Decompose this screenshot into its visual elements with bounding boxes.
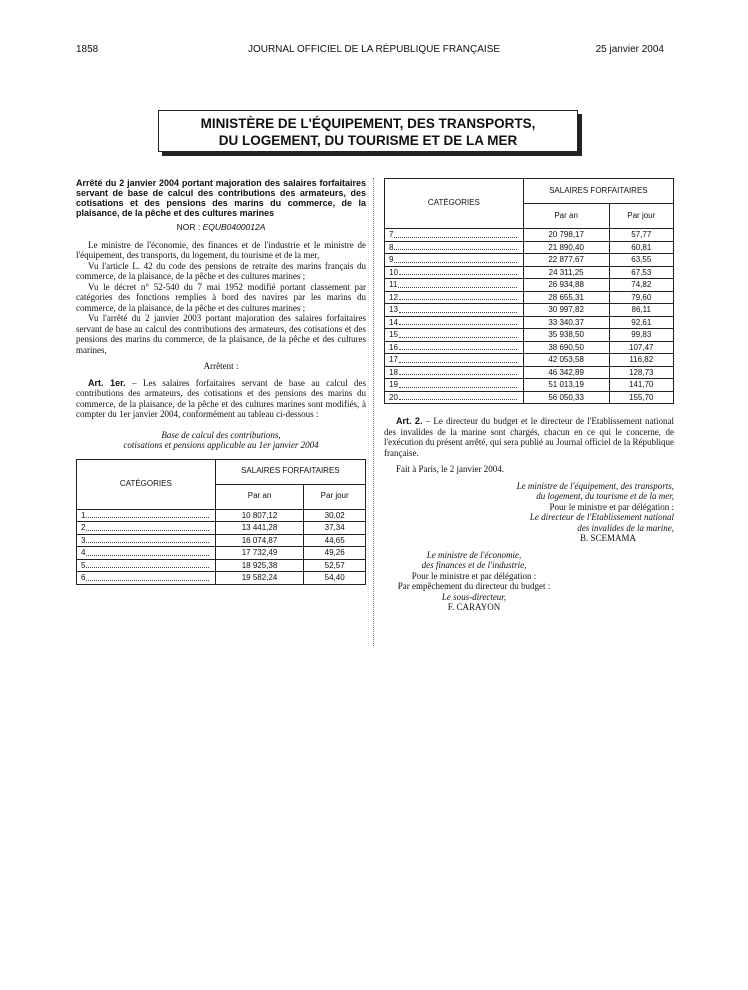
leader-dots bbox=[394, 242, 516, 251]
arrete-title: Arrêté du 2 janvier 2004 portant majoration des salaires forfaitaires servant de base de calcul des contributions des armateurs, des cotisations et des pensions des marins du commerce, de la plaisance, de la pêche et des cultures marines bbox=[76, 178, 366, 218]
leader-dots bbox=[399, 392, 517, 401]
par-an-value: 24 311,25 bbox=[523, 266, 609, 279]
leader-dots bbox=[86, 510, 208, 519]
visa-paragraph: Vu le décret n° 52-540 du 7 mai 1952 modifié portant classement par catégories des fonctions remplies à bord des navires par les marins du commerce, de la plaisance, de la pêche et des cultures marines ; bbox=[76, 281, 366, 313]
category-cell bbox=[77, 547, 216, 560]
table-row bbox=[77, 547, 366, 560]
par-an-value: 46 342,89 bbox=[523, 366, 609, 379]
par-jour-value: 49,26 bbox=[304, 547, 366, 560]
leader-dots bbox=[399, 342, 517, 351]
category-number: 18 bbox=[389, 367, 398, 377]
article-1-text: – Les salaires forfaitaires servant de base au calcul des contributions des armateurs, des cotisations et des pensions des marins du commerce, de la plaisance, de la pêche et des cultures marines sont modifiés, à compter du 1er janvier 2004, conformément au tableau ci-dessous : bbox=[76, 377, 366, 419]
par-an-value: 22 877,67 bbox=[523, 254, 609, 267]
par-an-value: 26 934,88 bbox=[523, 279, 609, 292]
article-2-text: – Le directeur du budget et le directeur de l'Etablissement national des invalides de la marine sont chargés, chacun en ce qui le concerne, de l'exécution du présent arrêté, qui sera publié au Journal officiel de la République française. bbox=[384, 416, 674, 458]
leader-dots bbox=[399, 354, 517, 363]
category-number: 19 bbox=[389, 380, 398, 389]
category-cell bbox=[385, 279, 524, 292]
leader-dots bbox=[398, 279, 516, 288]
journal-title: JOURNAL OFFICIEL DE LA RÉPUBLIQUE FRANÇAISE bbox=[247, 44, 501, 55]
category-cell bbox=[385, 316, 524, 329]
leader-dots bbox=[86, 522, 208, 531]
par-jour-value: 67,53 bbox=[609, 266, 673, 279]
par-jour-value: 37,34 bbox=[304, 522, 366, 535]
signature-line: Pour le ministre et par délégation : bbox=[411, 570, 537, 581]
col-header-par-an: Par an bbox=[215, 484, 304, 509]
category-number: 2 bbox=[81, 523, 86, 532]
table-row bbox=[77, 572, 366, 585]
category-number: 17 bbox=[389, 355, 398, 364]
table-row bbox=[385, 354, 674, 367]
par-an-value: 18 925,38 bbox=[215, 559, 304, 572]
par-jour-value: 128,73 bbox=[609, 366, 673, 379]
signature-line: des invalides de la marine, bbox=[577, 522, 674, 533]
article-1 bbox=[76, 378, 366, 420]
category-number: 4 bbox=[81, 548, 86, 557]
category-number: 1 bbox=[81, 510, 86, 520]
salary-table-left bbox=[76, 459, 366, 585]
table-row bbox=[385, 366, 674, 379]
par-jour-value: 52,57 bbox=[304, 559, 366, 572]
table-row bbox=[77, 559, 366, 572]
category-cell bbox=[385, 266, 524, 279]
category-cell bbox=[385, 391, 524, 404]
par-jour-value: 107,47 bbox=[609, 341, 673, 354]
category-cell bbox=[385, 379, 524, 392]
par-an-value: 16 074,87 bbox=[215, 534, 304, 547]
category-number: 14 bbox=[389, 317, 398, 327]
signatory-name: B. SCEMAMA bbox=[579, 533, 636, 543]
table-row bbox=[385, 229, 674, 242]
par-an-value: 13 441,28 bbox=[215, 522, 304, 535]
leader-dots bbox=[394, 254, 516, 263]
category-number: 5 bbox=[81, 560, 86, 570]
signatory-name: F. CARAYON bbox=[447, 602, 501, 612]
category-cell bbox=[385, 366, 524, 379]
par-jour-value: 99,83 bbox=[609, 329, 673, 342]
category-number: 7 bbox=[389, 230, 394, 239]
signature-block-1 bbox=[384, 481, 674, 544]
par-an-value: 56 050,33 bbox=[523, 391, 609, 404]
table-row bbox=[77, 522, 366, 535]
nor-reference bbox=[76, 222, 366, 233]
ministry-heading bbox=[158, 110, 578, 152]
table-row bbox=[77, 509, 366, 522]
leader-dots bbox=[399, 379, 517, 388]
category-number: 16 bbox=[389, 342, 398, 352]
par-an-value: 17 732,49 bbox=[215, 547, 304, 560]
category-cell bbox=[77, 559, 216, 572]
table-row bbox=[385, 266, 674, 279]
category-cell bbox=[385, 241, 524, 254]
leader-dots bbox=[399, 317, 517, 326]
category-number: 10 bbox=[389, 267, 398, 277]
col-header-par-an: Par an bbox=[523, 204, 609, 229]
par-an-value: 19 582,24 bbox=[215, 572, 304, 585]
table-body-left bbox=[77, 509, 366, 584]
par-jour-value: 60,81 bbox=[609, 241, 673, 254]
category-cell bbox=[385, 341, 524, 354]
signature-line: Le directeur de l'Etablissement national bbox=[529, 512, 674, 522]
par-an-value: 38 690,50 bbox=[523, 341, 609, 354]
page-number: 1858 bbox=[76, 44, 99, 55]
category-number: 12 bbox=[389, 292, 398, 302]
table-caption-line-2: cotisations et pensions applicable au 1er janvier 2004 bbox=[123, 440, 319, 450]
par-jour-value: 141,70 bbox=[609, 379, 673, 392]
leader-dots bbox=[86, 560, 208, 569]
leader-dots bbox=[399, 267, 517, 276]
par-an-value: 33 340,37 bbox=[523, 316, 609, 329]
category-cell bbox=[77, 522, 216, 535]
table-caption-line-1: Base de calcul des contributions, bbox=[161, 429, 281, 440]
category-cell bbox=[385, 254, 524, 267]
category-cell bbox=[385, 329, 524, 342]
leader-dots bbox=[399, 367, 517, 376]
par-an-value: 35 938,50 bbox=[523, 329, 609, 342]
par-an-value: 10 807,12 bbox=[215, 509, 304, 522]
category-cell bbox=[385, 304, 524, 317]
col-header-categories: CATÉGORIES bbox=[77, 459, 216, 509]
nor-code: EQUB0400012A bbox=[202, 222, 266, 232]
category-cell bbox=[385, 291, 524, 304]
table-row bbox=[385, 304, 674, 317]
table-row bbox=[385, 391, 674, 404]
category-number: 15 bbox=[389, 330, 398, 339]
par-jour-value: 54,40 bbox=[304, 572, 366, 585]
par-an-value: 21 890,40 bbox=[523, 241, 609, 254]
signature-line: Le ministre de l'économie, bbox=[426, 549, 522, 560]
signature-line: Par empêchement du directeur du budget : bbox=[397, 581, 551, 591]
arretent-heading: Arrêtent : bbox=[203, 361, 239, 371]
par-jour-value: 63,55 bbox=[609, 254, 673, 267]
table-body-right bbox=[385, 229, 674, 404]
nor-label: NOR : bbox=[176, 222, 201, 232]
leader-dots bbox=[399, 292, 517, 301]
ministry-line-1: MINISTÈRE DE L'ÉQUIPEMENT, DES TRANSPORTS, bbox=[200, 116, 536, 131]
signature-line: Pour le ministre et par délégation : bbox=[549, 501, 674, 512]
visa-paragraph: Vu l'arrêté du 2 janvier 2003 portant majoration des salaires forfaitaires servant de base au calcul des contributions des armateurs, des cotisations et des pensions des marins du commerce, de la plaisance, de la pêche et des cultures marines, bbox=[76, 313, 366, 355]
category-number: 20 bbox=[389, 392, 398, 402]
signature-block-2 bbox=[384, 550, 564, 613]
col-header-par-jour: Par jour bbox=[304, 484, 366, 509]
table-row bbox=[385, 341, 674, 354]
par-jour-value: 79,60 bbox=[609, 291, 673, 304]
par-an-value: 51 013,19 bbox=[523, 379, 609, 392]
signature-line: Le sous-directeur, bbox=[441, 591, 507, 602]
par-jour-value: 30,02 bbox=[304, 509, 366, 522]
table-row bbox=[385, 254, 674, 267]
visa-paragraph: Vu l'article L. 42 du code des pensions de retraite des marins français du commerce, de la plaisance, de la pêche et des cultures marines ; bbox=[76, 260, 366, 281]
table-caption bbox=[76, 430, 366, 451]
par-an-value: 42 053,58 bbox=[523, 354, 609, 367]
par-an-value: 28 655,31 bbox=[523, 291, 609, 304]
par-jour-value: 86,11 bbox=[609, 304, 673, 317]
category-number: 13 bbox=[389, 305, 398, 314]
table-row bbox=[385, 329, 674, 342]
par-jour-value: 57,77 bbox=[609, 229, 673, 242]
ministry-line-2: DU LOGEMENT, DU TOURISME ET DE LA MER bbox=[218, 133, 518, 148]
table-row bbox=[385, 241, 674, 254]
signature-line: des finances et de l'industrie, bbox=[421, 560, 527, 570]
category-number: 6 bbox=[81, 573, 86, 582]
right-column bbox=[384, 178, 674, 613]
par-jour-value: 155,70 bbox=[609, 391, 673, 404]
par-jour-value: 116,82 bbox=[609, 354, 673, 367]
category-cell bbox=[385, 229, 524, 242]
leader-dots bbox=[399, 304, 517, 313]
category-number: 3 bbox=[81, 535, 86, 545]
category-cell bbox=[77, 572, 216, 585]
leader-dots bbox=[86, 535, 208, 544]
signature-line: Le ministre de l'équipement, des transports, bbox=[516, 480, 674, 491]
column-divider bbox=[373, 178, 374, 646]
table-row bbox=[385, 316, 674, 329]
table-row bbox=[385, 291, 674, 304]
table-row bbox=[77, 534, 366, 547]
left-column bbox=[76, 178, 366, 585]
publication-date: 25 janvier 2004 bbox=[595, 44, 664, 55]
leader-dots bbox=[86, 547, 208, 556]
signature-line: du logement, du tourisme et de la mer, bbox=[536, 491, 674, 501]
col-header-salaires: SALAIRES FORFAITAIRES bbox=[523, 179, 673, 204]
category-number: 8 bbox=[389, 242, 394, 252]
category-cell bbox=[77, 534, 216, 547]
par-jour-value: 92,61 bbox=[609, 316, 673, 329]
category-number: 9 bbox=[389, 255, 394, 264]
par-an-value: 30 997,82 bbox=[523, 304, 609, 317]
table-row bbox=[385, 379, 674, 392]
table-row bbox=[385, 279, 674, 292]
col-header-par-jour: Par jour bbox=[609, 204, 673, 229]
salary-table-right bbox=[384, 178, 674, 404]
article-2 bbox=[384, 416, 674, 458]
article-1-label: Art. 1er. bbox=[88, 377, 126, 388]
category-cell bbox=[77, 509, 216, 522]
category-number: 11 bbox=[389, 280, 398, 289]
leader-dots bbox=[399, 329, 517, 338]
par-jour-value: 74,82 bbox=[609, 279, 673, 292]
leader-dots bbox=[86, 572, 208, 581]
par-jour-value: 44,65 bbox=[304, 534, 366, 547]
article-2-label: Art. 2. bbox=[396, 416, 423, 426]
fait-a-paris: Fait à Paris, le 2 janvier 2004. bbox=[396, 464, 504, 474]
par-an-value: 20 798,17 bbox=[523, 229, 609, 242]
col-header-categories: CATÉGORIES bbox=[385, 179, 524, 229]
preamble-paragraph: Le ministre de l'économie, des finances et de l'industrie et le ministre de l'équipement, des transports, du logement, du tourisme et de la mer, bbox=[76, 239, 366, 260]
col-header-salaires: SALAIRES FORFAITAIRES bbox=[215, 459, 365, 484]
category-cell bbox=[385, 354, 524, 367]
leader-dots bbox=[394, 229, 516, 238]
